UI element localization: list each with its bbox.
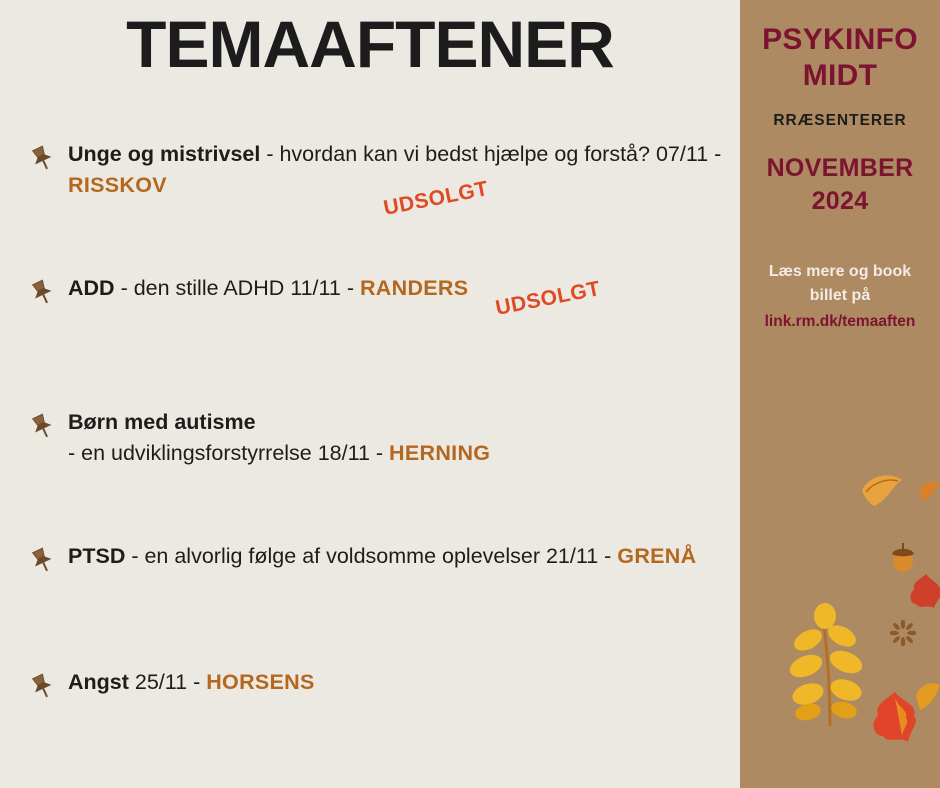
event-text xyxy=(68,139,730,201)
leaf-icon xyxy=(906,572,940,612)
booking-text: Læs mere og book billet på xyxy=(768,263,912,304)
booking-info xyxy=(740,260,940,334)
date-block xyxy=(740,152,940,218)
pushpin-icon xyxy=(27,277,57,307)
event-place: RISSKOV xyxy=(68,173,167,197)
page-title: TEMAAFTENER xyxy=(126,7,614,81)
pushpin-icon xyxy=(27,671,57,701)
event-title: ADD xyxy=(68,276,115,300)
event-title: Unge og mistrivsel xyxy=(68,142,261,166)
brand-line-1: PSYKINFO xyxy=(762,23,918,56)
event-text xyxy=(68,667,730,698)
leaf-icon xyxy=(772,600,882,730)
sold-out-badge: UDSOLGT xyxy=(493,277,603,320)
star-anise-icon xyxy=(890,620,916,646)
pushpin-icon xyxy=(27,143,57,173)
leaf-icon xyxy=(858,470,904,510)
event-place: GRENÅ xyxy=(617,544,697,568)
sold-out-badge: UDSOLGT xyxy=(381,177,491,220)
poster-sidebar xyxy=(740,0,940,788)
year-label: 2024 xyxy=(811,187,869,215)
list-item xyxy=(0,139,740,220)
list-item xyxy=(0,541,740,605)
pushpin-icon xyxy=(27,545,57,575)
brand-line-2: MIDT xyxy=(802,59,878,92)
pushpin-icon xyxy=(27,411,57,441)
month-label: NOVEMBER xyxy=(766,154,914,182)
brand-name xyxy=(740,22,940,94)
event-description: - en udviklingsforstyrrelse 18/11 - xyxy=(68,441,390,465)
presenter-label: RRÆSENTERER xyxy=(773,112,907,129)
event-title: Angst xyxy=(68,670,129,694)
event-description: 25/11 - xyxy=(128,670,207,694)
event-place: RANDERS xyxy=(359,276,469,300)
event-text xyxy=(68,541,730,572)
event-description: - den stille ADHD 11/11 - xyxy=(114,276,360,300)
event-place: HORSENS xyxy=(206,670,315,694)
list-item xyxy=(0,407,740,471)
event-list xyxy=(0,135,740,731)
event-text xyxy=(68,407,730,469)
list-item xyxy=(0,667,740,731)
event-text xyxy=(68,273,730,304)
event-title: Børn med autisme xyxy=(68,410,256,434)
event-description: - hvordan kan vi bedst hjælpe og forstå? 07/11 - xyxy=(260,142,722,166)
list-item xyxy=(0,273,740,337)
acorn-icon xyxy=(886,540,920,574)
leaf-icon xyxy=(916,478,940,504)
leaf-icon xyxy=(912,678,940,712)
event-description: - en alvorlig følge af voldsomme oplevelser 21/11 - xyxy=(125,544,618,568)
event-title: PTSD xyxy=(68,544,126,568)
event-place: HERNING xyxy=(389,441,491,465)
booking-link[interactable]: link.rm.dk/temaaften xyxy=(764,313,916,330)
